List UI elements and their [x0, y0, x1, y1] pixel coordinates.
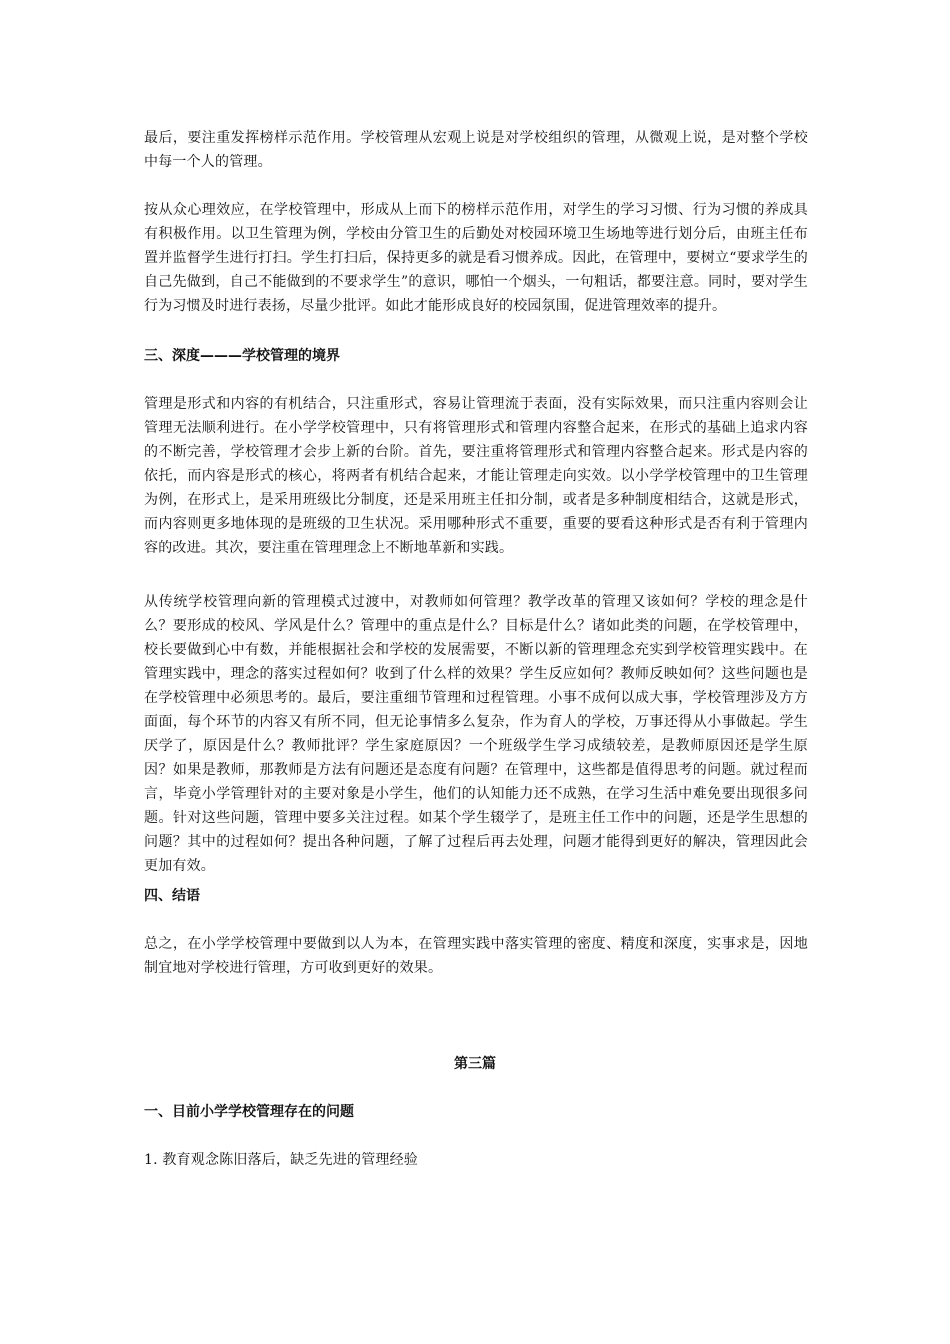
- part-title: 第三篇: [454, 1056, 496, 1072]
- list-item-outdated-concepts: 1. 教育观念陈旧落后，缺乏先进的管理经验: [144, 1152, 419, 1168]
- paragraph-management-transition: 从传统学校管理向新的管理模式过渡中，对教师如何管理？教学改革的管理又该如何？学校的理念是什么？要形成的校风、学风是什么？管理中的重点是什么？目标是什么？诸如此类的问题，在学校管理中，校长要做到心中有数，并能根据社会和学校的发展需要，不断以新的管理理念充实到学校管理实践中。在管理实践中，理念的落实过程如何？收到了什么样的效果？学生反应如何？教师反映如何？这些问题也是在学校管理中必须思考的。最后，要注重细节管理和过程管理。小事不成何以成大事，学校管理涉及方方面面，每个环节的内容又有所不同，但无论事情多么复杂，作为育人的学校，万事还得从小事做起。学生厌学了，原因是什么？教师批评？学生家庭原因？一个班级学生学习成绩较差，是教师原因还是学生原因？如果是教师，那教师是方法有问题还是态度有问题？在管理中，这些都是值得思考的问题。就过程而言，毕竟小学管理针对的主要对象是小学生，他们的认知能力还不成熟，在学习生活中难免要出现很多问题。针对这些问题，管理中要多关注过程。如某个学生辍学了，是班主任工作中的问题，还是学生思想的问题？其中的过程如何？提出各种问题，了解了过程后再去处理，问题才能得到更好的解决，管理因此会更加有效。: [144, 594, 808, 874]
- paragraph-role-model: 最后，要注重发挥榜样示范作用。学校管理从宏观上说是对学校组织的管理，从微观上说，是对整个学校中每一个人的管理。: [144, 130, 808, 170]
- section-heading-conclusion: 四、结语: [144, 888, 200, 904]
- section-heading-problems: 一、目前小学学校管理存在的问题: [144, 1104, 354, 1120]
- paragraph-form-content: 管理是形式和内容的有机结合，只注重形式，容易让管理流于表面，没有实际效果，而只注重内容则会让管理无法顺利进行。在小学学校管理中，只有将管理形式和管理内容整合起来，在形式的基础上追求内容的不断完善，学校管理才会步上新的台阶。首先，要注重将管理形式和管理内容整合起来。形式是内容的依托，而内容是形式的核心，将两者有机结合起来，才能让管理走向实效。以小学学校管理中的卫生管理为例，在形式上，是采用班级比分制度，还是采用班主任扣分制，或者是多种制度相结合，这就是形式，而内容则更多地体现的是班级的卫生状况。采用哪种形式不重要，重要的要看这种形式是否有利于管理内容的改进。其次，要注重在管理理念上不断地革新和实践。: [144, 396, 808, 556]
- paragraph-conclusion: 总之，在小学学校管理中要做到以人为本，在管理实践中落实管理的密度、精度和深度，实事求是，因地制宜地对学校进行管理，方可收到更好的效果。: [144, 936, 808, 976]
- paragraph-herd-effect: 按从众心理效应，在学校管理中，形成从上而下的榜样示范作用，对学生的学习习惯、行为习惯的养成具有积极作用。以卫生管理为例，学校由分管卫生的后勤处对校园环境卫生场地等进行划分后，由班主任布置并监督学生进行打扫。学生打扫后，保持更多的就是看习惯养成。因此，在管理中，要树立“要求学生的自己先做到，自己不能做到的不要求学生”的意识，哪怕一个烟头，一句粗话，都要注意。同时，要对学生行为习惯及时进行表扬，尽量少批评。如此才能形成良好的校园氛围，促进管理效率的提升。: [144, 202, 808, 314]
- section-heading-depth: 三、深度———学校管理的境界: [144, 348, 340, 364]
